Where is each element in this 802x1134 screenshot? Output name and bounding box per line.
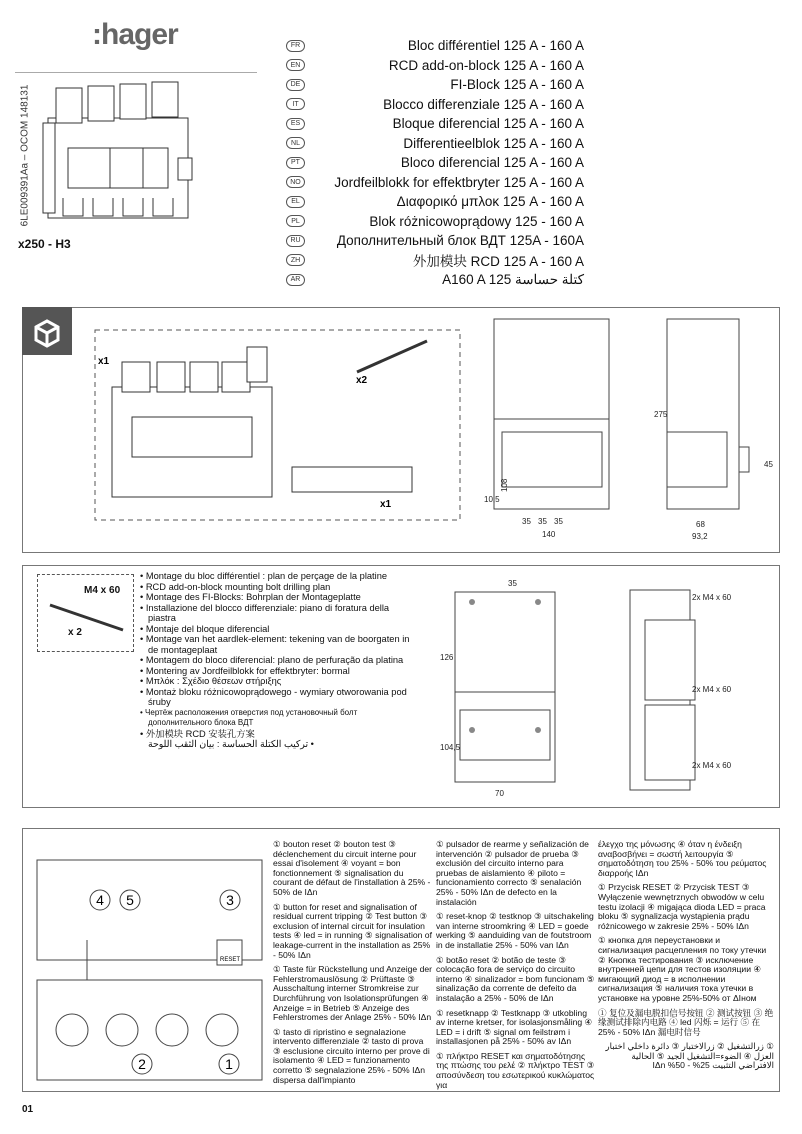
dim-45: 45 (764, 460, 773, 469)
product-title: Bloco diferencial 125 A - 160 A (400, 155, 584, 171)
package-contents-drawing (22, 307, 780, 553)
drawing-line (206, 1014, 238, 1046)
mounting-instructions (140, 571, 410, 750)
drawing-line (56, 88, 82, 123)
legend-en: ① button for reset and signalisation of residual current tripping ② Test button ③ exclusion of internal circuit for insulation tests ④ led = in running ⑤ signalisation of leakage-current in the installation as 25% - 50% IΔn (273, 901, 432, 960)
drawing-line (667, 432, 727, 487)
marker-5: 5 (126, 892, 134, 908)
bullet-ru: • Чертёж расположения отверстия под установочный болт дополнительного блока ВДТ (140, 707, 358, 727)
lang-row-el (286, 192, 584, 212)
reset-label: RESET (220, 957, 241, 963)
controls-legend-col3 (598, 840, 774, 1076)
lang-badge: EL (286, 196, 305, 208)
drawing-line (190, 362, 218, 392)
dim-126: 126 (440, 653, 454, 662)
drawing-line (50, 605, 123, 630)
lang-badge: PT (286, 157, 305, 169)
bullet-es: • Montaje del bloque diferencial (140, 623, 270, 634)
drawing-line (122, 362, 150, 392)
bullet-fr: • Montage du bloc différentiel : plan de perçage de la platine (140, 571, 388, 581)
page-number: 01 (22, 1104, 34, 1115)
lang-badge: ZH (286, 254, 305, 266)
lang-row-es (286, 114, 584, 134)
product-title: Bloque diferencial 125 A - 160 A (392, 116, 584, 132)
drawing-line (469, 727, 475, 733)
divider (15, 72, 257, 73)
marker-1: 1 (225, 1056, 233, 1072)
legend-pt: ① botão reset ② botão de teste ③ colocação fora de serviço do circuito interno ④ sinalizador = bom funcionam ⑤ sinalização da corrente de defeito da instalação a 25% - 50% de IΔn (436, 954, 595, 1003)
document-code: 6LE009391Aa – OCOM 148131 (19, 84, 31, 227)
lang-badge: NO (286, 176, 305, 188)
dim-70: 70 (495, 789, 504, 798)
drawing-line (43, 123, 55, 213)
legend-zh: ① 复位及漏电脱扣信号按钮 ② 测试按钮 ③ 绝缘测试排除内电路 ④ led 闪烁 = 运行 ⑤ 在 25% - 50% IΔn 漏电时信号 (598, 1007, 774, 1037)
drawing-line (292, 467, 412, 492)
drawing-line (222, 362, 250, 392)
product-title: RCD add-on-block 125 A - 160 A (388, 57, 584, 73)
product-title: Jordfeilblokk for effektbryter 125 A - 160 A (334, 174, 584, 190)
drawing-line (156, 1014, 188, 1046)
lang-badge: IT (286, 98, 305, 110)
dim-104-5: 104,5 (440, 743, 461, 752)
controls-legend-col2 (436, 840, 596, 1095)
lang-badge: ES (286, 118, 305, 130)
dim-35: 35 (508, 579, 517, 588)
drawing-line (152, 82, 178, 117)
lang-badge: PL (286, 215, 305, 227)
language-title-list (286, 36, 584, 290)
product-title: A160 A 125 كتلة حساسة (442, 271, 584, 287)
screw-label: 2x M4 x 60 (692, 761, 732, 770)
lang-row-ar (286, 270, 584, 290)
lang-badge: FR (286, 40, 305, 52)
controls-drawing (22, 830, 267, 1090)
dim-35-c: 35 (554, 517, 563, 526)
mounting-drawing (420, 570, 780, 805)
lang-row-nl (286, 134, 584, 154)
drawing-line (535, 727, 541, 733)
drawing-line (157, 362, 185, 392)
lang-row-fr (286, 36, 584, 56)
lang-badge: AR (286, 274, 305, 286)
screw-label: 2x M4 x 60 (692, 685, 732, 694)
marker-2: 2 (138, 1056, 146, 1072)
legend-it: ① tasto di ripristino e segnalazione intervento differenziale ② tasto di prova ③ esclusione circuito interno per prove di isolamento ④ LED = funzionamento corretto ⑤ segnalazione 25% - 50% IΔn dispersa dall'impianto (273, 1026, 430, 1085)
dim-275: 275 (654, 410, 668, 419)
dim-10-5: 10,5 (484, 495, 500, 504)
drawing-line (56, 1014, 88, 1046)
qty-bolts: x2 (356, 375, 368, 386)
bullet-zh: • 外加模块 RCD 安装孔方案 (140, 728, 255, 739)
legend-es: ① pulsador de rearme y señalización de intervención ② pulsador de prueba ③ exclusión del circuito interno para pruebas de aislamiento ④ piloto = funcionamiento correcto ⑤ senalación 25% - 50% IΔn de defecto en la instalación (436, 839, 589, 907)
controls-legend-col1 (273, 840, 433, 1090)
drawing-line (120, 84, 146, 119)
qty-cover: x1 (380, 499, 392, 510)
drawing-line (68, 148, 168, 188)
legend-pl: ① Przycisk RESET ② Przycisk TEST ③ Wyłączenie wewnętrznych obwodów w celu testu izolacji ④ migająca dioda LED = praca bloku ⑤ sygnalizacja wystąpienia prądu różnicowego w zakresie 25% - 50% IΔn (598, 882, 766, 931)
product-title: FI-Block 125 A - 160 A (450, 77, 584, 93)
legend-ru: ① кнопка для переустановки и сигнализация расцепления по току утечки ② Кнопка тестирования ③ исключение внутренней цепи для тестов изоляции ④ мигающий диод = в исполнении сигнализация ⑤ наличия тока утечки в установке на уровне 25%-50% от ΔIном (598, 935, 767, 1003)
bullet-el: • Μπλόκ : Σχέδιο θέσεων στήριξης (140, 676, 282, 686)
lang-row-ru (286, 231, 584, 251)
product-title: Διαφορικό μπλοκ 125 A - 160 A (396, 194, 584, 210)
dim-140: 140 (542, 530, 556, 539)
legend-ar: ① زرالتشغيل ② زرالاختبار ③ دائرة داخلي اختبار العزل ④ الضوء=التشغيل الجيد ⑤ الحالية الافتراضي التثبيت 25% - 50% IΔn (605, 1041, 774, 1071)
bullet-ar: • تركيب الكتلة الحساسة : بيان الثقب اللوحة (148, 739, 314, 749)
legend-nl: ① reset-knop ② testknop ③ uitschakeling van interne stroomkring ④ LED = goede werking ⑤ aanduiding van de foutstroom in de installatie 25% - 50% van IΔn (436, 911, 594, 950)
drawing-line (469, 599, 475, 605)
dim-93-2: 93,2 (692, 532, 708, 541)
product-illustration (38, 78, 198, 228)
product-title: 外加模块 RCD 125 A - 160 A (412, 254, 584, 270)
marker-3: 3 (226, 892, 234, 908)
drawing-line (739, 447, 749, 472)
model-label: x250 - H3 (18, 237, 71, 251)
drawing-line (455, 590, 695, 790)
bullet-nl: • Montage van het aardlek-element: tekening van de boorgaten in de montageplaat (140, 634, 410, 655)
bullet-no: • Montering av Jordfeilblokk for effektbryter: bormal (140, 665, 350, 676)
lang-badge: EN (286, 59, 305, 71)
drawing-line (502, 432, 602, 487)
dim-68: 68 (696, 520, 705, 529)
lang-row-zh (286, 251, 584, 271)
drawing-line (112, 341, 427, 497)
lang-badge: RU (286, 235, 305, 247)
product-title: Blocco differenziale 125 A - 160 A (383, 96, 584, 112)
legend-el-cont: έλεγχο της μόνωσης ④ όταν η ένδειξη αναβοσβήνει = σωστή λειτουργία ⑤ σηματοδότηση του 25% - 50% του ρεύματος διαρροής IΔn (598, 839, 767, 878)
product-title: Дополнительный блок ВДТ 125A - 160A (336, 233, 584, 249)
bullet-de: • Montage des FI-Blocks: Bohrplan der Montageplatte (140, 592, 361, 602)
drawing-line (645, 620, 695, 700)
lang-row-de (286, 75, 584, 95)
dim-108: 108 (500, 478, 509, 492)
product-title: Blok różnicowoprądowy 125 - 160 A (369, 213, 584, 229)
product-title: Bloc différentiel 125 A - 160 A (407, 38, 584, 54)
lang-row-pt (286, 153, 584, 173)
bullet-en: • RCD add-on-block mounting bolt drilling plan (140, 581, 331, 592)
drawing-line (494, 319, 749, 509)
drawing-line (645, 705, 695, 780)
drawing-line (357, 341, 427, 372)
qty-block: x1 (98, 356, 110, 367)
dim-35-b: 35 (538, 517, 547, 526)
product-title: Differentieelblok 125 A - 160 A (403, 135, 584, 151)
legend-fr: ① bouton reset ② bouton test ③ déclenchement du circuit interne pour essai d'isolement ④ voyant = bon fonctionnement ⑤ signalisation du courant de défaut de l'installation à 25% - 50% de IΔn (273, 839, 431, 897)
screw-label: 2x M4 x 60 (692, 593, 732, 602)
drawing-line (132, 417, 252, 457)
lang-badge: NL (286, 137, 305, 149)
lang-row-it (286, 95, 584, 115)
bullet-pt: • Montagem do bloco diferencial: plano de perfuração da platina (140, 655, 404, 665)
marker-4: 4 (96, 892, 104, 908)
legend-el: ① πλήκτρο RESET και σηματοδότησης της πτώσης του ρελέ ② πλήκτρο TEST ③ αποσύνδεση του εσωτερικού κυκλώματος για (436, 1050, 595, 1090)
drawing-line (247, 347, 267, 382)
legend-de: ① Taste für Rückstellung und Anzeige der Fehlerstromauslösung ② Prüftaste ③ Ausschaltung interner Stromkreise zur Durchführung von Isolationsprüfungen ④ Anzeige = in Betrieb ⑤ Anzeige des Fehlerstromes der Anlage 25% - 50% IΔn (273, 964, 432, 1023)
lang-badge: DE (286, 79, 305, 91)
drawing-line (535, 599, 541, 605)
bolt-box (37, 574, 134, 652)
bullet-pl: • Montaż bloku różnicowoprądowego - wymiary otworowania pod śruby (140, 686, 407, 707)
dim-35-a: 35 (522, 517, 531, 526)
hager-logo: :hager (92, 18, 178, 51)
lang-row-pl (286, 212, 584, 232)
drawing-line (106, 1014, 138, 1046)
drawing-line (43, 82, 192, 218)
bolt-label: M4 x 60 (84, 585, 121, 596)
legend-no: ① resetknapp ② Testknapp ③ utkobling av interne kretser, for isolasjonsmåling ④ LED = i drift ⑤ signal om feilstrøm i installasjonen på 25% - 50% av IΔn (436, 1007, 593, 1047)
drawing-line (178, 158, 192, 180)
bolt-qty: x 2 (68, 627, 82, 638)
drawing-line (88, 86, 114, 121)
lang-row-en (286, 56, 584, 76)
bullet-it: • Installazione del blocco differenziale: piano di foratura della piastra (140, 602, 390, 623)
drawing-line (460, 710, 550, 760)
lang-row-no (286, 173, 584, 193)
